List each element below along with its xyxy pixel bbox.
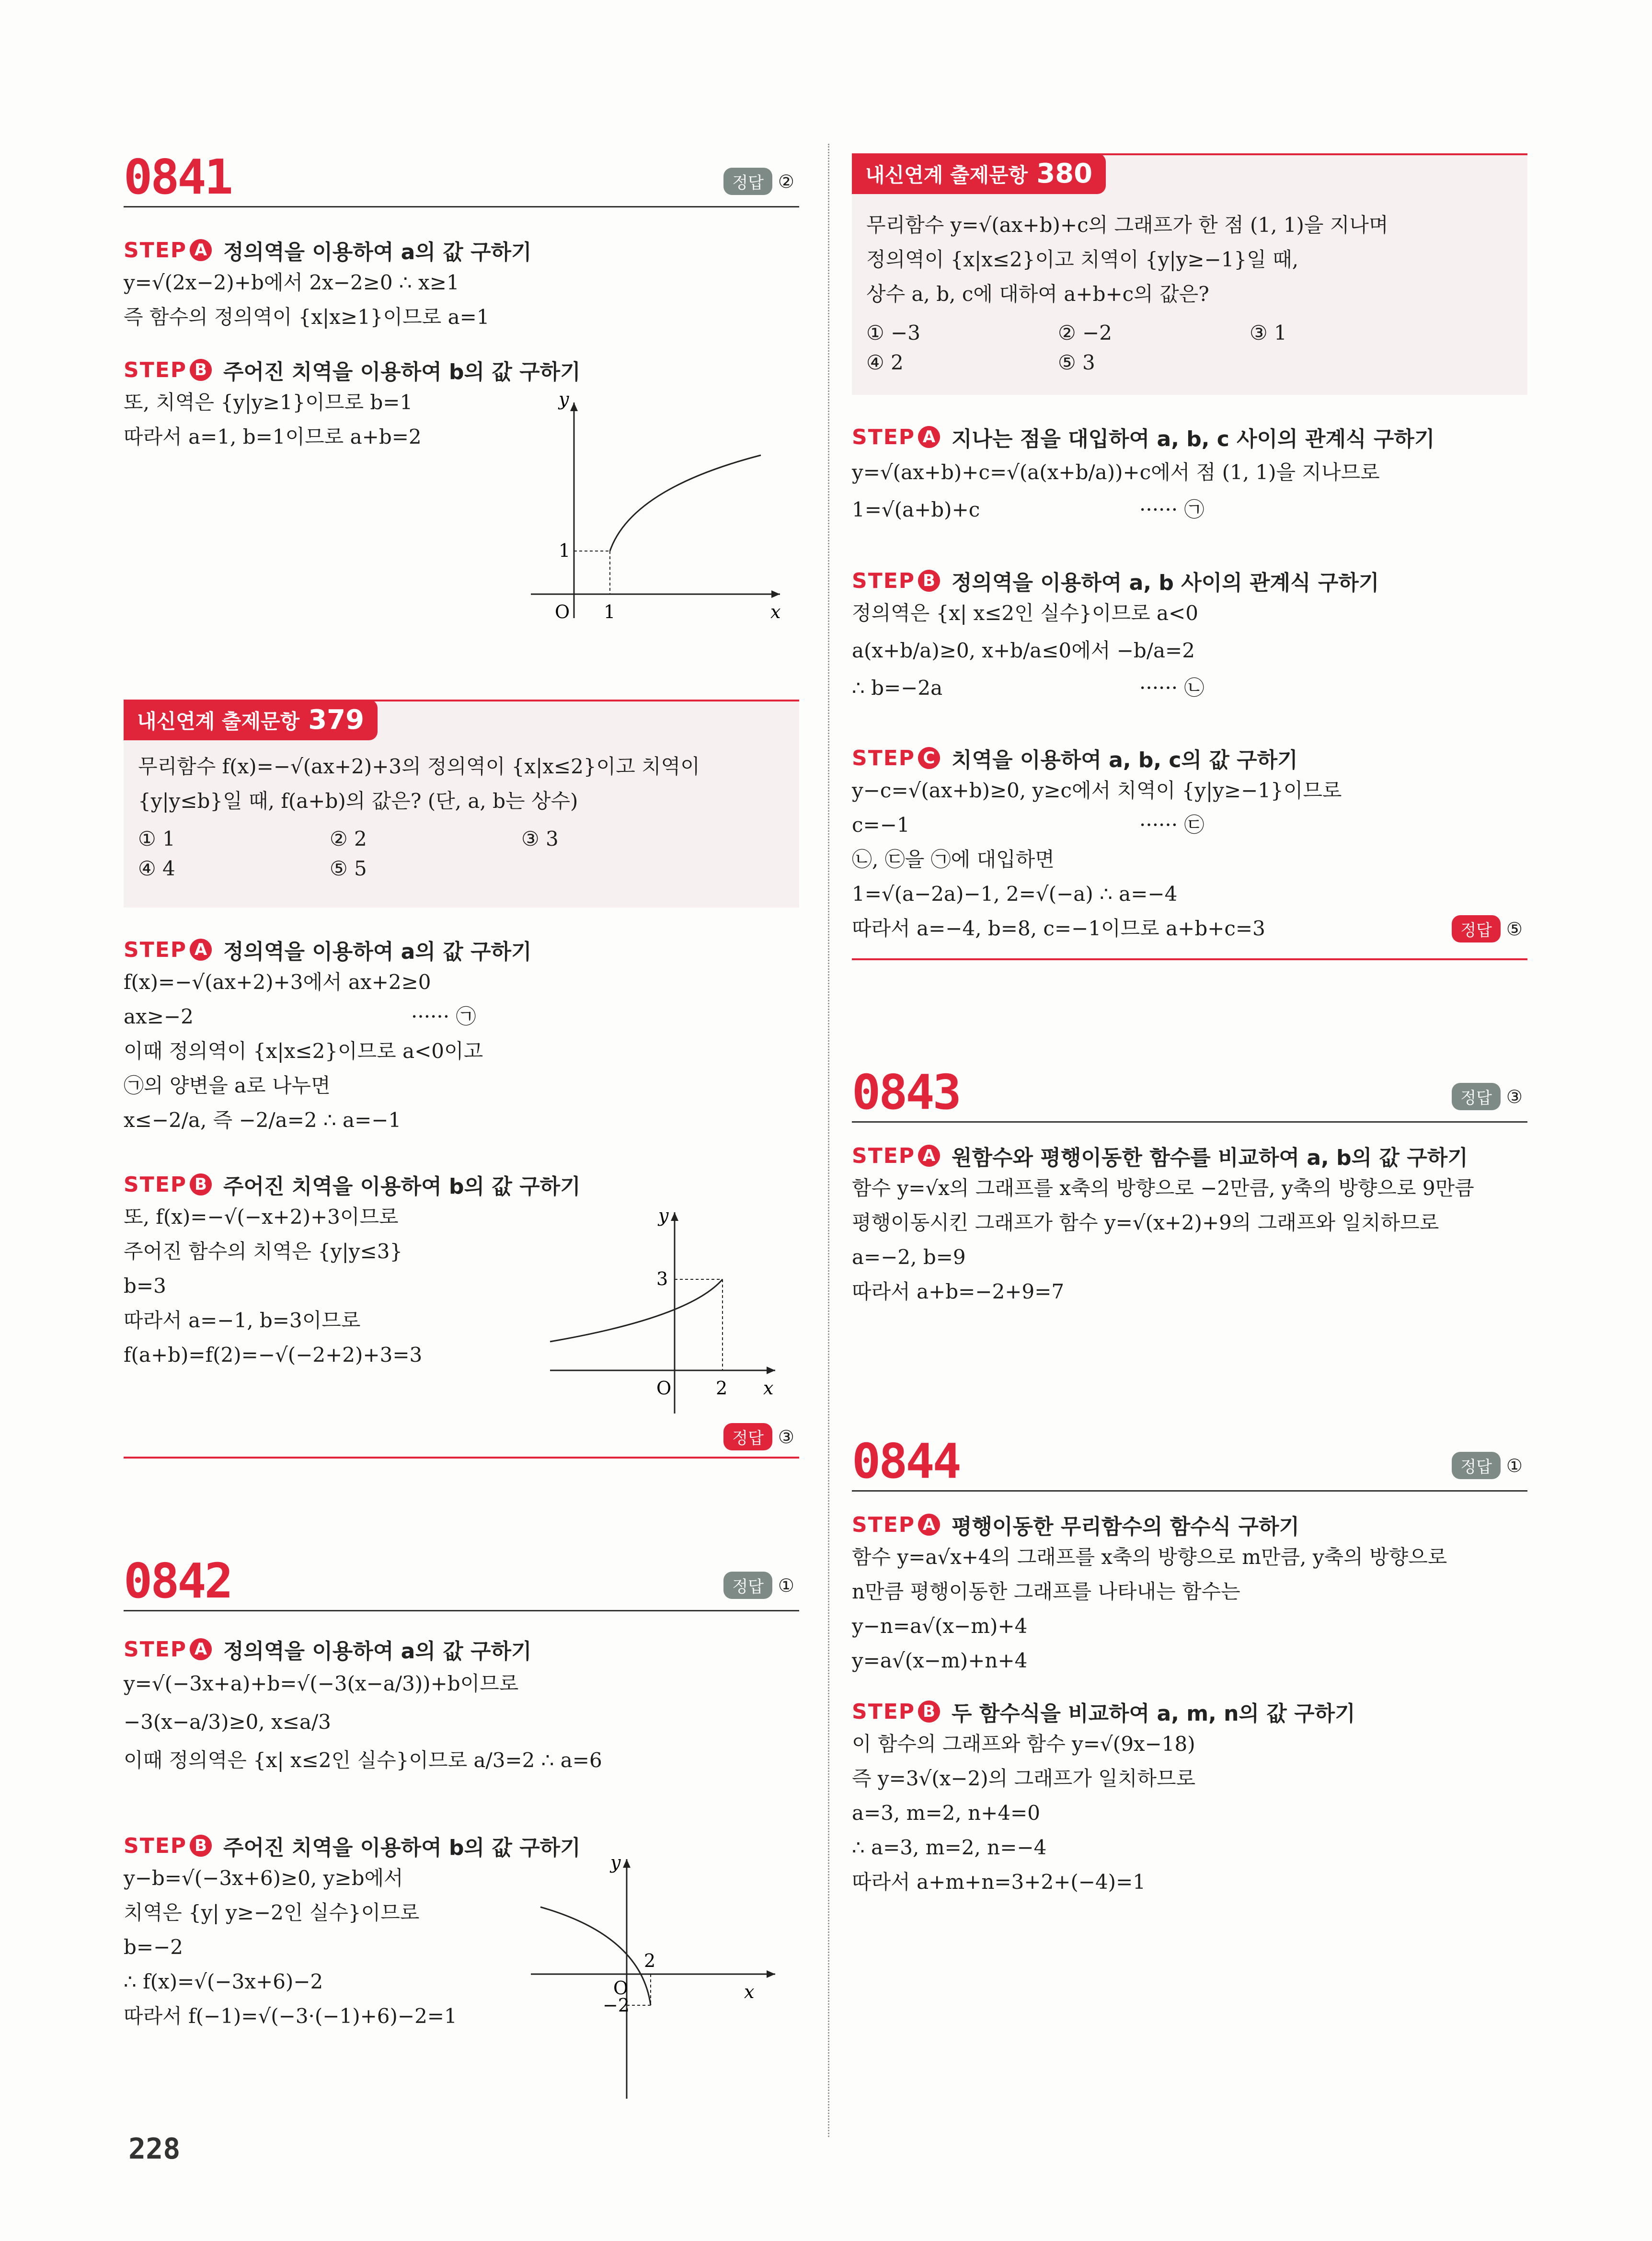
solution-text: 1=√(a+b)+c [852,498,980,521]
solution-line: y=√(2x−2)+b에서 2x−2≥0 ∴ x≥1 [124,271,459,294]
step-a [852,422,1434,527]
solution-line: a=3, m=2, n+4=0 [852,1801,1040,1825]
solution-line: 주어진 함수의 치역은 {y|y≤3} [124,1240,403,1263]
answer-value: ② [778,171,794,192]
answer-tag: 정답 [1452,1083,1501,1110]
solution-line: 정의역은 {x| x≤2인 실수}이므로 a<0 [852,601,1198,625]
equation-marker: ······ ㉢ [1139,813,1205,837]
divider [124,1610,799,1611]
solution-line: y=√(−3x+a)+b=√(−3(x−a/3))+b이므로 [124,1672,519,1695]
header-label: 내신연계 출제문항 [137,709,300,733]
step-title: 주어진 치역을 이용하여 b의 값 구하기 [223,1174,581,1199]
solution-line: 따라서 a=1, b=1이므로 a+b=2 [124,425,422,448]
problem-number: 0844 [852,1433,960,1489]
step-letter: B [918,1701,940,1723]
step-label: STEP [124,1833,187,1858]
answer-badge [1452,1083,1523,1110]
step-label: STEP [124,1172,187,1197]
column-divider [828,144,829,2137]
problem-0841 [124,149,799,690]
solution-line: n만큼 평행이동한 그래프를 나타내는 함수는 [852,1580,1240,1603]
option: ② 2 [330,827,367,850]
step-c [852,743,1342,946]
solution-line: 즉 y=3√(x−2)의 그래프가 일치하므로 [852,1767,1196,1790]
tick-label: 2 [644,1950,656,1971]
origin-label: O [613,1977,629,1999]
step-letter: A [190,939,212,961]
step-a [124,235,532,334]
answer-value: ③ [1506,1086,1523,1107]
solution-line: ∴ f(x)=√(−3x+6)−2 [124,1970,323,1993]
solution-line: 이 함수의 그래프와 함수 y=√(9x−18) [852,1732,1195,1756]
step-a [852,1140,1474,1309]
answer-badge [723,168,794,195]
answer-value: ① [1506,1455,1523,1476]
step-label: STEP [852,568,916,593]
divider [852,1121,1527,1123]
solution-line: b=−2 [124,1935,183,1959]
problem-number: 0843 [852,1064,960,1120]
answer-badge [1452,915,1523,942]
option: ⑤ 5 [330,857,367,880]
question-line: 상수 a, b, c에 대하여 a+b+c의 값은? [866,282,1209,306]
step-label: STEP [852,1143,916,1168]
options [866,318,1441,378]
equation-marker: ······ ㉠ [411,1005,476,1028]
step-b [852,565,1379,705]
solution-line: 따라서 a=−1, b=3이므로 [124,1309,361,1332]
equation-marker: ······ ㉡ [1139,676,1205,700]
axis-label-y: y [610,1854,621,1873]
step-label: STEP [852,746,916,770]
answer-tag: 정답 [723,1572,772,1599]
step-b [124,1830,581,2034]
options [138,824,713,884]
question-header [852,153,1106,194]
option: ④ 4 [138,857,175,880]
answer-tag: 정답 [1452,915,1501,942]
header-label: 내신연계 출제문항 [865,163,1028,187]
step-letter: B [190,1173,212,1195]
tick-label: 3 [656,1268,668,1289]
solution-line [124,1000,532,1034]
solution-line: ㉠의 양변을 a로 나누면 [124,1074,331,1097]
step-title: 정의역을 이용하여 a의 값 구하기 [223,240,532,264]
question-line: 무리함수 f(x)=−√(ax+2)+3의 정의역이 {x|x≤2}이고 치역이 [138,755,700,778]
question-box [124,700,799,908]
option: ③ 1 [1250,321,1287,345]
step-title: 주어진 치역을 이용하여 b의 값 구하기 [223,1836,581,1860]
step-title: 정의역을 이용하여 a의 값 구하기 [223,1639,532,1664]
answer-badge [723,1423,794,1450]
solution-text: ax≥−2 [124,1005,194,1028]
step-letter: A [918,1514,940,1536]
solution-line: ∴ a=3, m=2, n=−4 [852,1836,1047,1859]
step-title: 평행이동한 무리함수의 함수식 구하기 [952,1515,1300,1539]
step-a [124,934,532,1138]
solution-line: 또, f(x)=−√(−x+2)+3이므로 [124,1205,399,1229]
answer-value: ⑤ [1506,918,1523,940]
solution-line: y−n=a√(x−m)+4 [852,1614,1028,1638]
step-a [852,1509,1447,1678]
answer-badge [1452,1452,1523,1479]
step-letter: B [190,359,212,381]
step-label: STEP [124,238,187,263]
solution-line: 이때 정의역은 {x| x≤2인 실수}이므로 a/3=2 ∴ a=6 [124,1748,602,1772]
step-letter: A [918,1145,940,1167]
solution-line: 따라서 a+m+n=3+2+(−4)=1 [852,1870,1146,1894]
question-line: 무리함수 y=√(ax+b)+c의 그래프가 한 점 (1, 1)을 지나며 [866,213,1388,237]
problem-number: 0842 [124,1553,231,1609]
solution-line: 또, 치역은 {y|y≥1}이므로 b=1 [124,391,413,414]
solution-line: y=√(ax+b)+c=√(a(x+b/a))+c에서 점 (1, 1)을 지나므로 [852,460,1380,484]
solution-line: a=−2, b=9 [852,1245,966,1269]
divider [852,958,1527,960]
question-header [124,700,378,740]
graph-0841 [521,393,790,623]
axis-label-y: y [559,393,569,410]
step-label: STEP [124,1637,187,1662]
origin-label: O [656,1378,672,1399]
divider [124,206,799,207]
axis-label-y: y [658,1207,669,1226]
problem-number: 0841 [124,149,231,205]
question-number: 380 [1036,158,1093,189]
answer-value: ③ [778,1426,794,1448]
solution-line: y−b=√(−3x+6)≥0, y≥b에서 [124,1866,403,1890]
solution-line [852,671,1379,705]
step-label: STEP [852,1512,916,1537]
axis-label-x: x [763,1378,774,1399]
step-title: 치역을 이용하여 a, b, c의 값 구하기 [952,748,1298,772]
solution-line: 평행이동시킨 그래프가 함수 y=√(x+2)+9의 그래프와 일치하므로 [852,1211,1439,1234]
step-label: STEP [852,425,916,449]
step-label: STEP [124,937,187,962]
answer-badge [723,1572,794,1599]
solution-line: 이때 정의역이 {x|x≤2}이므로 a<0이고 [124,1039,483,1063]
tick-label: 1 [559,540,571,561]
step-b [124,355,581,454]
axis-label-x: x [770,601,781,622]
solution-line: f(x)=−√(ax+2)+3에서 ax+2≥0 [124,970,431,994]
solution-line: 1=√(a−2a)−1, 2=√(−a) ∴ a=−4 [852,882,1178,906]
origin-label: O [555,601,570,622]
step-title: 원함수와 평행이동한 함수를 비교하여 a, b의 값 구하기 [952,1146,1468,1170]
solution-line: x≤−2/a, 즉 −2/a=2 ∴ a=−1 [124,1108,402,1132]
solution-line: 함수 y=√x의 그래프를 x축의 방향으로 −2만큼, y축의 방향으로 9만큼 [852,1176,1474,1200]
graph-0842 [526,1854,785,2103]
solution-line: f(a+b)=f(2)=−√(−2+2)+3=3 [124,1343,423,1367]
step-title: 정의역을 이용하여 a, b 사이의 관계식 구하기 [952,571,1379,595]
divider [124,1457,799,1459]
solution-line: a(x+b/a)≥0, x+b/a≤0에서 −b/a=2 [852,639,1195,662]
solution-line: −3(x−a/3)≥0, x≤a/3 [124,1710,331,1734]
step-letter: C [918,747,940,769]
answer-tag: 정답 [723,168,772,195]
step-title: 두 함수식을 비교하여 a, m, n의 값 구하기 [952,1701,1355,1726]
page-number: 228 [128,2132,181,2166]
solution-text: c=−1 [852,813,910,837]
solution-line [852,493,1434,527]
problem-380 [852,153,1527,968]
answer-tag: 정답 [1452,1452,1501,1479]
step-title: 지나는 점을 대입하여 a, b, c 사이의 관계식 구하기 [952,427,1435,451]
option: ④ 2 [866,351,904,374]
axis-label-x: x [744,1981,755,2002]
tick-label: 2 [716,1378,728,1399]
question-box [852,153,1527,395]
solution-line: 즉 함수의 정의역이 {x|x≥1}이므로 a=1 [124,305,490,329]
tick-label: 1 [604,601,616,622]
answer-value: ① [778,1574,794,1596]
solution-text: ∴ b=−2a [852,676,943,700]
problem-0843 [852,1064,1527,1356]
step-letter: A [190,239,212,261]
solution-line: b=3 [124,1274,166,1298]
equation-marker: ······ ㉠ [1139,498,1205,521]
problem-0844 [852,1433,1527,1965]
answer-tag: 정답 [723,1423,772,1450]
option: ① −3 [866,321,920,345]
question-number: 379 [308,704,365,736]
tick-label: −2 [603,1995,630,2016]
solution-line: 함수 y=a√x+4의 그래프를 x축의 방향으로 m만큼, y축의 방향으로 [852,1545,1447,1569]
solution-line: 따라서 a=−4, b=8, c=−1이므로 a+b+c=3 [852,917,1265,940]
step-label: STEP [124,357,187,382]
solution-line: 치역은 {y| y≥−2인 실수}이므로 [124,1901,420,1924]
step-letter: A [918,426,940,448]
solution-line: y−c=√(ax+b)≥0, y≥c에서 치역이 {y|y≥−1}이므로 [852,779,1342,802]
left-column [124,144,799,2127]
step-letter: B [918,570,940,592]
right-column [852,144,1527,2127]
solution-line: ㉡, ㉢을 ㉠에 대입하면 [852,848,1055,871]
solution-line [852,808,1342,842]
question-line: 정의역이 {x|x≤2}이고 치역이 {y|y≥−1}일 때, [866,248,1299,271]
solution-line: 따라서 a+b=−2+9=7 [852,1280,1065,1303]
problem-0842 [124,1553,799,2132]
question-line: {y|y≤b}일 때, f(a+b)의 값은? (단, a, b는 상수) [138,789,578,813]
step-letter: B [190,1835,212,1857]
step-b [124,1169,581,1372]
step-a [124,1634,602,1780]
solution-line: y=a√(x−m)+n+4 [852,1649,1028,1672]
option: ① 1 [138,827,175,850]
option: ② −2 [1058,321,1112,345]
step-letter: A [190,1638,212,1660]
step-title: 주어진 치역을 이용하여 b의 값 구하기 [223,360,581,384]
graph-379 [545,1207,785,1418]
solution-line: 따라서 f(−1)=√(−3·(−1)+6)−2=1 [124,2004,457,2028]
step-title: 정의역을 이용하여 a의 값 구하기 [223,940,532,964]
divider [852,1490,1527,1492]
step-b [852,1696,1355,1899]
problem-379 [124,700,799,1447]
option: ③ 3 [521,827,559,850]
step-label: STEP [852,1699,916,1724]
option: ⑤ 3 [1058,351,1095,374]
